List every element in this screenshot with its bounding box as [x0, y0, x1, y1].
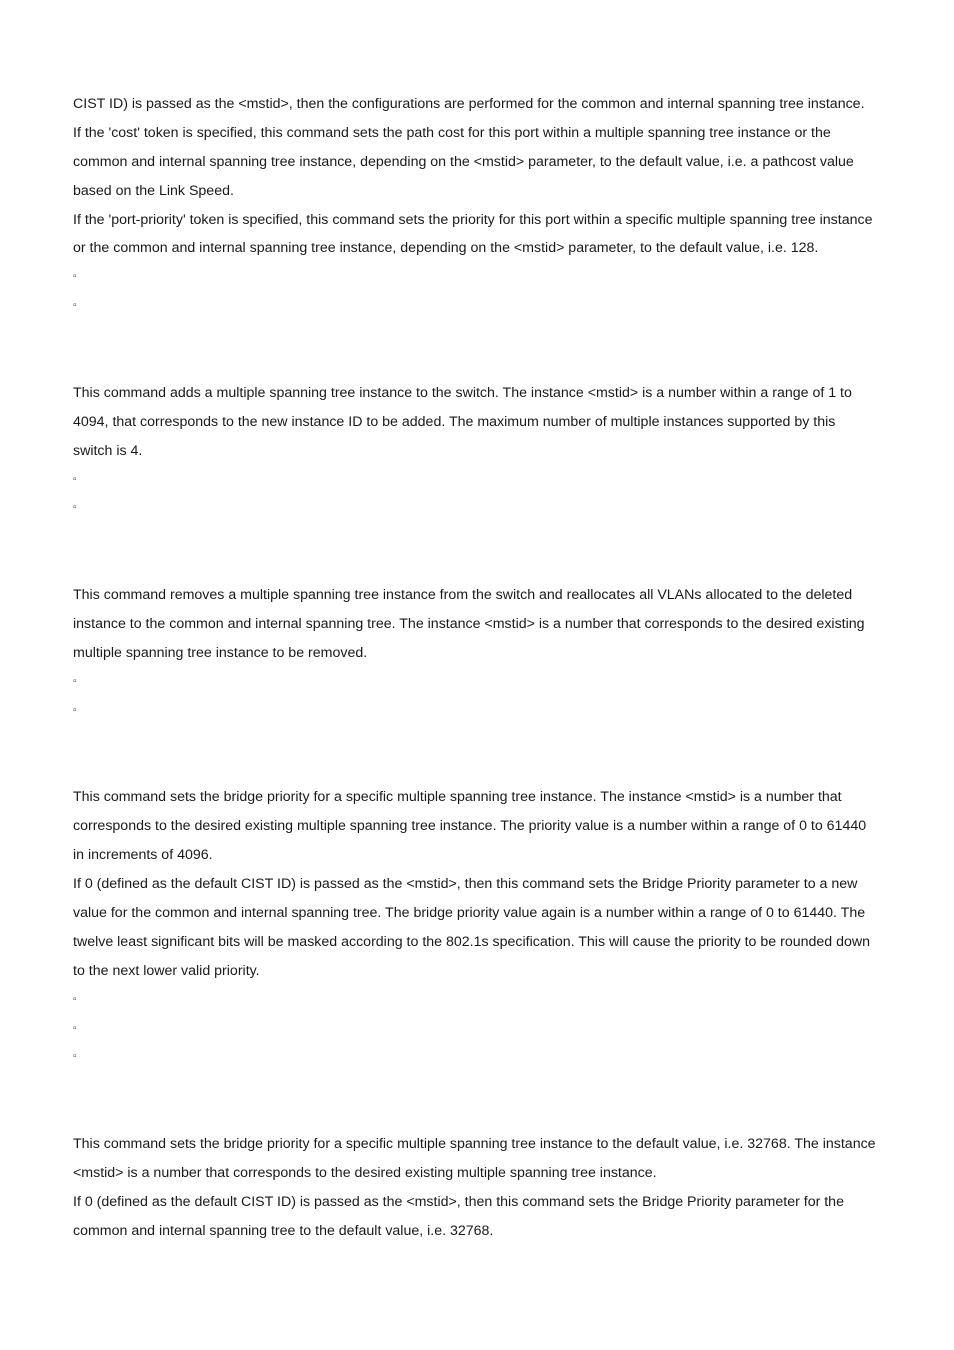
section-remove-instance	[73, 581, 893, 725]
paragraph-line: to the next lower valid priority.	[73, 962, 260, 979]
bullet-marker: ▫	[73, 993, 77, 1005]
section-gap	[73, 1072, 893, 1130]
section-gap	[73, 523, 893, 581]
paragraph-line: instance to the common and internal spanning tree. The instance <mstid> is a number that corresponds to the desired existing	[73, 616, 865, 633]
section-gap	[73, 321, 893, 379]
paragraph-line: common and internal spanning tree instance, depending on the <mstid> parameter, to the default value, i.e. a pathcost value	[73, 153, 854, 170]
document-page	[73, 90, 893, 1246]
section-bridge-priority-default	[73, 1130, 893, 1246]
bullet-marker: ▫	[73, 1022, 77, 1034]
paragraph-line: <mstid> is a number that corresponds to the desired existing multiple spanning tree instance.	[73, 1165, 657, 1182]
paragraph-line: If the 'cost' token is specified, this command sets the path cost for this port within a multiple spanning tree instance or the	[73, 124, 831, 141]
section-gap	[73, 726, 893, 784]
paragraph-line: This command sets the bridge priority for a specific multiple spanning tree instance. The instance <mstid> is a number that	[73, 789, 842, 806]
bullet-marker: ▫	[73, 300, 77, 312]
section-bridge-priority	[73, 783, 893, 1072]
paragraph-line: This command removes a multiple spanning tree instance from the switch and reallocates all VLANs allocated to the deleted	[73, 587, 853, 604]
paragraph-line: If 0 (defined as the default CIST ID) is passed as the <mstid>, then this command sets the Bridge Priority parameter for the	[73, 1193, 844, 1210]
paragraph-line: corresponds to the desired existing multiple spanning tree instance. The priority value is a number within a range of 0 to 61440	[73, 818, 867, 835]
section-spanning-tree-port-reset	[73, 90, 893, 321]
paragraph-line: 4094, that corresponds to the new instance ID to be added. The maximum number of multiple instances supported by this	[73, 413, 836, 430]
paragraph-line: twelve least significant bits will be masked according to the 802.1s specification. This will cause the priority to be rounded down	[73, 933, 871, 950]
bullet-marker: ▫	[73, 675, 77, 687]
paragraph-line: This command sets the bridge priority for a specific multiple spanning tree instance to the default value, i.e. 32768. The instance	[73, 1136, 876, 1153]
bullet-marker: ▫	[73, 502, 77, 514]
paragraph-line: multiple spanning tree instance to be removed.	[73, 644, 368, 661]
paragraph-line: based on the Link Speed.	[73, 182, 234, 199]
paragraph-line: value for the common and internal spanning tree. The bridge priority value again is a number within a range of 0 to 61440. The	[73, 904, 866, 921]
bullet-marker: ▫	[73, 473, 77, 485]
bullet-marker: ▫	[73, 271, 77, 283]
bullet-marker: ▫	[73, 1051, 77, 1063]
paragraph-line: or the common and internal spanning tree instance, depending on the <mstid> parameter, to the default value, i.e. 128.	[73, 240, 819, 257]
section-add-instance	[73, 379, 893, 523]
paragraph-line: This command adds a multiple spanning tree instance to the switch. The instance <mstid> is a number within a range of 1 to	[73, 384, 852, 401]
paragraph-line: CIST ID) is passed as the <mstid>, then the configurations are performed for the common and internal spanning tree instance.	[73, 96, 865, 112]
paragraph-line: switch is 4.	[73, 442, 143, 459]
bullet-marker: ▫	[73, 704, 77, 716]
paragraph-line: If 0 (defined as the default CIST ID) is passed as the <mstid>, then this command sets the Bridge Priority parameter to a new	[73, 876, 858, 893]
paragraph-line: common and internal spanning tree to the default value, i.e. 32768.	[73, 1222, 494, 1239]
paragraph-line: If the 'port-priority' token is specified, this command sets the priority for this port within a specific multiple spanning tree instance	[73, 211, 873, 228]
paragraph-line: in increments of 4096.	[73, 847, 213, 864]
